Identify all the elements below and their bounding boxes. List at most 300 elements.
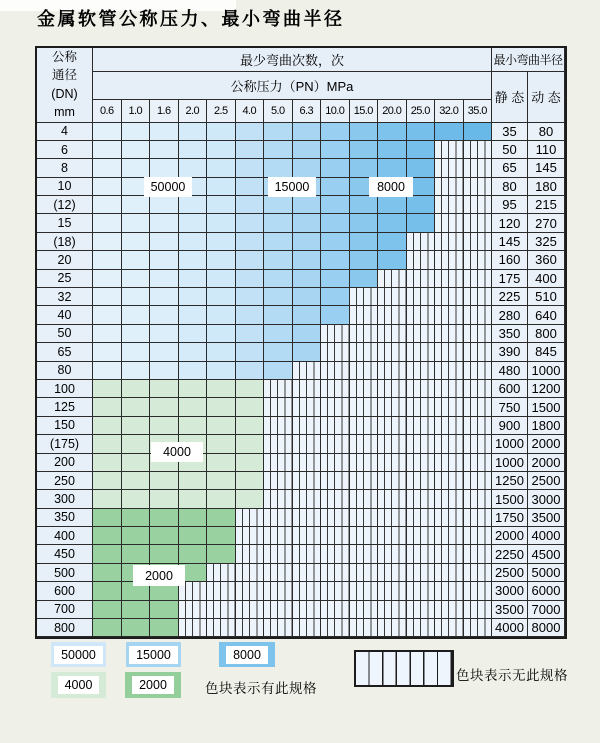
bend-count-cell — [207, 527, 236, 545]
bend-count-cell — [207, 564, 236, 582]
bend-count-cell — [264, 288, 293, 306]
bend-count-cell — [435, 214, 464, 232]
bend-count-cell — [236, 398, 265, 416]
bend-count-cell — [293, 417, 322, 435]
bend-count-cell — [264, 251, 293, 269]
bend-count-cell — [407, 454, 436, 472]
bend-count-cell — [378, 490, 407, 508]
bend-count-cell — [236, 582, 265, 600]
bend-count-cell — [93, 288, 122, 306]
bend-count-cell — [122, 490, 151, 508]
bend-count-cell — [93, 380, 122, 398]
dynamic-radius-cell: 4000 — [528, 527, 565, 545]
static-radius-cell: 35 — [492, 123, 528, 141]
bend-count-cell — [464, 509, 493, 527]
bend-count-cell — [293, 196, 322, 214]
bend-count-cell — [179, 159, 208, 177]
bend-count-cell — [293, 380, 322, 398]
bend-count-cell — [321, 251, 350, 269]
bend-count-cell — [236, 472, 265, 490]
bend-count-cell — [321, 601, 350, 619]
bend-count-cell — [150, 619, 179, 637]
bend-count-cell — [321, 178, 350, 196]
pressure-tick: 6.3 — [293, 100, 322, 123]
pressure-tick: 25.0 — [407, 100, 436, 123]
bend-count-cell — [93, 619, 122, 637]
bend-count-cell — [435, 417, 464, 435]
bend-count-cell — [378, 545, 407, 563]
bend-count-cell — [207, 251, 236, 269]
bend-count-cell — [207, 490, 236, 508]
bend-count-cell — [93, 214, 122, 232]
bend-count-cell — [293, 251, 322, 269]
bend-count-cell — [407, 123, 436, 141]
bend-count-cell — [93, 123, 122, 141]
bend-count-cell — [150, 545, 179, 563]
dynamic-radius-cell: 5000 — [528, 564, 565, 582]
bend-count-cell — [122, 325, 151, 343]
bend-count-cell — [350, 141, 379, 159]
bend-count-cell — [150, 214, 179, 232]
bend-count-header: 最少弯曲次数，次 — [93, 48, 492, 72]
dn-cell: 125 — [37, 398, 93, 416]
bend-count-value-label: 2000 — [133, 565, 185, 586]
bend-count-cell — [464, 362, 493, 380]
pressure-tick: 1.0 — [122, 100, 151, 123]
dn-cell: (18) — [37, 233, 93, 251]
pressure-tick: 1.6 — [150, 100, 179, 123]
bend-count-cell — [264, 509, 293, 527]
bend-count-cell — [207, 398, 236, 416]
bend-count-cell — [207, 141, 236, 159]
bend-count-cell — [321, 214, 350, 232]
dynamic-header: 动 态 — [528, 72, 565, 123]
bend-count-cell — [407, 343, 436, 361]
bend-count-cell — [236, 454, 265, 472]
bend-count-cell — [236, 380, 265, 398]
dn-cell: 100 — [37, 380, 93, 398]
bend-count-cell — [378, 141, 407, 159]
static-radius-cell: 3000 — [492, 582, 528, 600]
bend-count-cell — [236, 417, 265, 435]
bend-count-cell — [150, 509, 179, 527]
bend-count-cell — [378, 362, 407, 380]
bend-count-cell — [93, 454, 122, 472]
bend-count-cell — [435, 454, 464, 472]
bend-count-cell — [464, 288, 493, 306]
static-radius-cell: 65 — [492, 159, 528, 177]
dn-cell: 600 — [37, 582, 93, 600]
bend-count-cell — [293, 527, 322, 545]
bend-count-cell — [264, 490, 293, 508]
bend-count-cell — [464, 270, 493, 288]
bend-count-cell — [150, 288, 179, 306]
bend-count-cell — [407, 509, 436, 527]
bend-count-cell — [350, 251, 379, 269]
bend-count-cell — [435, 435, 464, 453]
bend-count-cell — [464, 196, 493, 214]
bend-count-cell — [321, 454, 350, 472]
dn-cell: 4 — [37, 123, 93, 141]
bend-count-cell — [464, 141, 493, 159]
legend-swatch-value: 4000 — [58, 676, 100, 694]
legend-swatch-50000 — [51, 642, 106, 667]
bend-count-cell — [236, 343, 265, 361]
dn-cell: 450 — [37, 545, 93, 563]
bend-count-cell — [435, 288, 464, 306]
bend-count-cell — [293, 214, 322, 232]
bend-count-cell — [93, 545, 122, 563]
bend-count-cell — [264, 435, 293, 453]
static-radius-cell: 280 — [492, 306, 528, 324]
bend-count-cell — [207, 159, 236, 177]
bend-count-cell — [179, 233, 208, 251]
bend-count-cell — [207, 545, 236, 563]
bend-count-cell — [93, 325, 122, 343]
bend-count-cell — [321, 362, 350, 380]
bend-count-cell — [378, 380, 407, 398]
bend-count-cell — [122, 435, 151, 453]
bend-count-cell — [150, 490, 179, 508]
bend-count-cell — [435, 564, 464, 582]
bend-count-cell — [179, 251, 208, 269]
bend-count-cell — [93, 306, 122, 324]
dynamic-radius-cell: 400 — [528, 270, 565, 288]
dynamic-radius-cell: 7000 — [528, 601, 565, 619]
bend-count-cell — [93, 233, 122, 251]
dynamic-radius-cell: 845 — [528, 343, 565, 361]
pressure-tick: 32.0 — [435, 100, 464, 123]
bend-count-cell — [179, 545, 208, 563]
static-radius-cell: 1750 — [492, 509, 528, 527]
bend-count-cell — [321, 472, 350, 490]
bend-count-cell — [378, 196, 407, 214]
bend-count-cell — [407, 141, 436, 159]
bend-count-cell — [236, 601, 265, 619]
dn-cell: (12) — [37, 196, 93, 214]
bend-count-cell — [236, 509, 265, 527]
bend-count-cell — [122, 398, 151, 416]
bend-count-cell — [464, 527, 493, 545]
bend-count-cell — [435, 141, 464, 159]
bend-count-cell — [435, 545, 464, 563]
bend-count-cell — [236, 214, 265, 232]
bend-count-cell — [378, 435, 407, 453]
corner-line: 公称 — [51, 49, 77, 64]
pressure-tick: 20.0 — [378, 100, 407, 123]
page-title: 金属软管公称压力、最小弯曲半径 — [37, 9, 345, 30]
bend-count-cell — [93, 159, 122, 177]
bend-count-cell — [179, 417, 208, 435]
bend-count-cell — [264, 325, 293, 343]
bend-count-cell — [350, 233, 379, 251]
bend-count-cell — [464, 564, 493, 582]
bend-count-cell — [407, 398, 436, 416]
bend-count-cell — [378, 251, 407, 269]
bend-count-cell — [122, 214, 151, 232]
bend-count-cell — [236, 178, 265, 196]
bend-count-cell — [150, 123, 179, 141]
bend-count-cell — [407, 545, 436, 563]
bend-count-cell — [122, 123, 151, 141]
bend-count-cell — [93, 362, 122, 380]
bend-count-cell — [93, 582, 122, 600]
bend-count-cell — [236, 527, 265, 545]
bend-count-cell — [207, 288, 236, 306]
dn-cell: 15 — [37, 214, 93, 232]
bend-count-cell — [293, 343, 322, 361]
bend-count-cell — [207, 417, 236, 435]
bend-count-cell — [350, 417, 379, 435]
bend-count-cell — [93, 398, 122, 416]
bend-count-cell — [122, 141, 151, 159]
bend-count-cell — [321, 619, 350, 637]
bend-count-cell — [264, 472, 293, 490]
dn-cell: 25 — [37, 270, 93, 288]
bend-count-cell — [179, 196, 208, 214]
dn-cell: (175) — [37, 435, 93, 453]
pressure-tick: 2.5 — [207, 100, 236, 123]
bend-count-cell — [321, 159, 350, 177]
bend-count-cell — [264, 601, 293, 619]
dynamic-radius-cell: 1200 — [528, 380, 565, 398]
bend-count-cell — [264, 343, 293, 361]
bend-count-cell — [150, 159, 179, 177]
bend-count-cell — [293, 619, 322, 637]
bend-count-cell — [435, 159, 464, 177]
legend-swatch-15000 — [126, 642, 181, 667]
dn-cell: 40 — [37, 306, 93, 324]
bend-count-cell — [350, 325, 379, 343]
bend-count-cell — [236, 233, 265, 251]
dn-cell: 800 — [37, 619, 93, 637]
bend-count-cell — [264, 454, 293, 472]
bend-count-cell — [122, 472, 151, 490]
dn-cell: 80 — [37, 362, 93, 380]
legend-swatch-value: 2000 — [132, 676, 174, 694]
radius-header: 最小弯曲半径 — [492, 48, 565, 72]
bend-count-cell — [435, 251, 464, 269]
bend-count-cell — [150, 527, 179, 545]
bend-count-cell — [264, 214, 293, 232]
bend-count-cell — [350, 380, 379, 398]
bend-count-cell — [236, 435, 265, 453]
bend-count-cell — [122, 509, 151, 527]
bend-count-cell — [207, 178, 236, 196]
bend-count-cell — [378, 325, 407, 343]
bend-count-cell — [378, 454, 407, 472]
bend-count-cell — [435, 490, 464, 508]
bend-count-cell — [264, 619, 293, 637]
bend-count-cell — [321, 270, 350, 288]
bend-count-value-label: 4000 — [151, 442, 203, 462]
bend-count-cell — [350, 454, 379, 472]
bend-count-cell — [321, 527, 350, 545]
bend-count-cell — [236, 545, 265, 563]
dn-cell: 500 — [37, 564, 93, 582]
bend-count-cell — [350, 362, 379, 380]
bend-count-cell — [321, 545, 350, 563]
bend-count-cell — [207, 601, 236, 619]
bend-count-cell — [435, 270, 464, 288]
bend-count-cell — [207, 214, 236, 232]
bend-count-cell — [407, 601, 436, 619]
bend-count-cell — [321, 343, 350, 361]
bend-count-cell — [93, 527, 122, 545]
bend-count-cell — [407, 251, 436, 269]
bend-count-cell — [378, 619, 407, 637]
bend-count-cell — [350, 472, 379, 490]
legend-no-spec-swatch — [354, 650, 454, 687]
legend-swatch-2000 — [125, 672, 181, 698]
dn-cell: 400 — [37, 527, 93, 545]
bend-count-cell — [207, 435, 236, 453]
bend-count-cell — [407, 380, 436, 398]
dn-cell: 8 — [37, 159, 93, 177]
bend-count-cell — [350, 306, 379, 324]
bend-count-cell — [207, 582, 236, 600]
static-radius-cell: 2250 — [492, 545, 528, 563]
bend-count-cell — [93, 196, 122, 214]
bend-count-cell — [264, 306, 293, 324]
bend-count-cell — [236, 251, 265, 269]
bend-count-cell — [321, 509, 350, 527]
bend-count-cell — [378, 601, 407, 619]
bend-count-cell — [207, 306, 236, 324]
dn-cell: 250 — [37, 472, 93, 490]
dynamic-radius-cell: 2500 — [528, 472, 565, 490]
bend-count-cell — [464, 601, 493, 619]
dynamic-radius-cell: 145 — [528, 159, 565, 177]
bend-count-cell — [236, 564, 265, 582]
bend-count-cell — [179, 601, 208, 619]
static-radius-cell: 95 — [492, 196, 528, 214]
bend-count-cell — [435, 619, 464, 637]
bend-count-cell — [150, 380, 179, 398]
static-radius-cell: 160 — [492, 251, 528, 269]
bend-count-cell — [293, 270, 322, 288]
bend-count-cell — [378, 159, 407, 177]
static-radius-cell: 350 — [492, 325, 528, 343]
static-radius-cell: 80 — [492, 178, 528, 196]
bend-count-cell — [464, 582, 493, 600]
dn-cell: 50 — [37, 325, 93, 343]
bend-count-cell — [350, 196, 379, 214]
bend-count-cell — [350, 509, 379, 527]
bend-count-cell — [207, 233, 236, 251]
bend-count-cell — [122, 545, 151, 563]
bend-count-cell — [407, 362, 436, 380]
bend-count-value-label: 8000 — [369, 177, 413, 197]
bend-count-cell — [264, 417, 293, 435]
bend-count-cell — [407, 582, 436, 600]
bend-count-cell — [350, 288, 379, 306]
bend-count-cell — [293, 325, 322, 343]
legend-swatch-value: 15000 — [129, 646, 178, 664]
pressure-tick: 0.6 — [93, 100, 122, 123]
dynamic-radius-cell: 3500 — [528, 509, 565, 527]
bend-count-cell — [264, 362, 293, 380]
bend-count-cell — [179, 343, 208, 361]
bend-count-cell — [122, 454, 151, 472]
static-radius-cell: 900 — [492, 417, 528, 435]
bend-count-cell — [236, 270, 265, 288]
dn-cell: 65 — [37, 343, 93, 361]
bend-count-cell — [378, 306, 407, 324]
bend-count-cell — [435, 123, 464, 141]
bend-count-cell — [464, 214, 493, 232]
bend-count-cell — [93, 490, 122, 508]
static-radius-cell: 390 — [492, 343, 528, 361]
dynamic-radius-cell: 6000 — [528, 582, 565, 600]
bend-count-cell — [293, 435, 322, 453]
dynamic-radius-cell: 3000 — [528, 490, 565, 508]
bend-count-cell — [207, 454, 236, 472]
bend-count-cell — [407, 472, 436, 490]
bend-count-cell — [464, 123, 493, 141]
bend-count-cell — [264, 270, 293, 288]
bend-count-cell — [407, 325, 436, 343]
bend-count-cell — [321, 582, 350, 600]
bend-count-cell — [435, 306, 464, 324]
bend-count-cell — [122, 601, 151, 619]
bend-count-cell — [179, 288, 208, 306]
bend-count-cell — [293, 288, 322, 306]
static-radius-cell: 120 — [492, 214, 528, 232]
dynamic-radius-cell: 1000 — [528, 362, 565, 380]
bend-count-cell — [93, 417, 122, 435]
bend-count-cell — [179, 472, 208, 490]
bend-count-cell — [435, 509, 464, 527]
bend-count-cell — [207, 619, 236, 637]
bend-count-cell — [378, 343, 407, 361]
dynamic-radius-cell: 8000 — [528, 619, 565, 637]
bend-count-cell — [179, 325, 208, 343]
bend-count-cell — [150, 417, 179, 435]
bend-count-cell — [207, 362, 236, 380]
bend-count-cell — [321, 564, 350, 582]
bend-count-cell — [378, 270, 407, 288]
bend-count-cell — [464, 233, 493, 251]
pressure-tick: 5.0 — [264, 100, 293, 123]
pressure-tick: 15.0 — [350, 100, 379, 123]
bend-count-cell — [435, 380, 464, 398]
static-radius-cell: 1250 — [492, 472, 528, 490]
pressure-tick: 10.0 — [321, 100, 350, 123]
bend-count-cell — [150, 472, 179, 490]
bend-count-cell — [264, 141, 293, 159]
bend-count-cell — [378, 214, 407, 232]
bend-count-cell — [321, 306, 350, 324]
bend-count-cell — [293, 472, 322, 490]
static-radius-cell: 480 — [492, 362, 528, 380]
dn-cell: 200 — [37, 454, 93, 472]
static-radius-cell: 225 — [492, 288, 528, 306]
bend-count-cell — [150, 270, 179, 288]
bend-count-cell — [378, 288, 407, 306]
dynamic-radius-cell: 180 — [528, 178, 565, 196]
dynamic-radius-cell: 1500 — [528, 398, 565, 416]
bend-count-cell — [236, 306, 265, 324]
bend-count-cell — [293, 564, 322, 582]
dn-cell: 20 — [37, 251, 93, 269]
static-radius-cell: 175 — [492, 270, 528, 288]
bend-count-cell — [122, 233, 151, 251]
bend-count-cell — [435, 325, 464, 343]
bend-count-cell — [321, 141, 350, 159]
bend-count-cell — [350, 343, 379, 361]
bend-count-cell — [350, 527, 379, 545]
